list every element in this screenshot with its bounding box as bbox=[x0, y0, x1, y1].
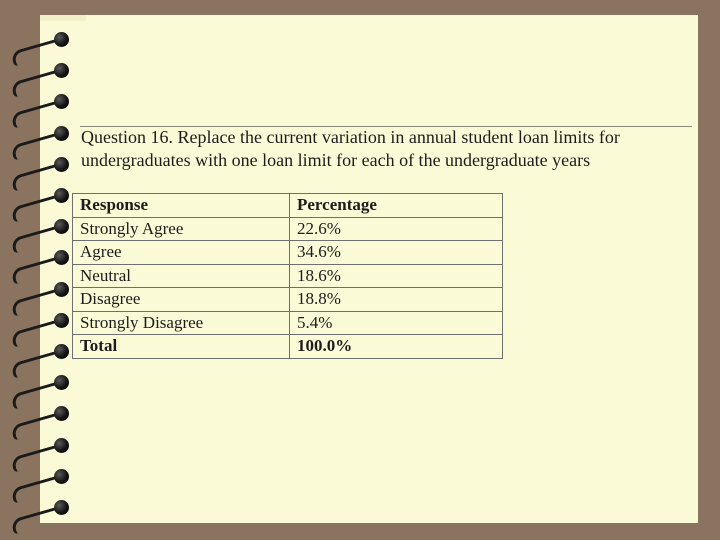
table-row bbox=[73, 288, 503, 312]
spiral-ring-icon bbox=[6, 61, 76, 81]
response-cell: Agree bbox=[73, 241, 290, 265]
response-cell: Neutral bbox=[73, 264, 290, 288]
response-cell: Strongly Agree bbox=[73, 217, 290, 241]
ring-hole bbox=[54, 344, 69, 359]
ring-hole bbox=[54, 250, 69, 265]
table-row bbox=[73, 241, 503, 265]
ring-hole bbox=[54, 32, 69, 47]
ring-hole bbox=[54, 94, 69, 109]
table-total-row bbox=[73, 335, 503, 359]
spiral-ring-icon bbox=[6, 248, 76, 268]
spiral-ring-icon bbox=[6, 155, 76, 175]
table-row bbox=[73, 264, 503, 288]
spiral-binding bbox=[0, 0, 80, 540]
spiral-ring-icon bbox=[6, 92, 76, 112]
question-line-2: undergraduates with one loan limit for each of the undergraduate years bbox=[81, 150, 591, 170]
percentage-cell: 34.6% bbox=[290, 241, 503, 265]
ring-hole bbox=[54, 500, 69, 515]
spiral-ring-icon bbox=[6, 404, 76, 424]
spiral-ring-icon bbox=[6, 498, 76, 518]
ring-hole bbox=[54, 313, 69, 328]
spiral-ring-icon bbox=[6, 124, 76, 144]
percentage-cell: 18.8% bbox=[290, 288, 503, 312]
ring-hole bbox=[54, 126, 69, 141]
ring-hole bbox=[54, 219, 69, 234]
spiral-ring-icon bbox=[6, 217, 76, 237]
response-cell: Disagree bbox=[73, 288, 290, 312]
percentage-cell: 5.4% bbox=[290, 311, 503, 335]
total-percentage-cell: 100.0% bbox=[290, 335, 503, 359]
spiral-ring-icon bbox=[6, 373, 76, 393]
question-text bbox=[81, 126, 681, 172]
responses-table bbox=[72, 193, 503, 359]
percentage-cell: 18.6% bbox=[290, 264, 503, 288]
spiral-ring-icon bbox=[6, 436, 76, 456]
response-cell: Strongly Disagree bbox=[73, 311, 290, 335]
spiral-ring-icon bbox=[6, 280, 76, 300]
spiral-ring-icon bbox=[6, 186, 76, 206]
header-response: Response bbox=[73, 194, 290, 218]
ring-hole bbox=[54, 282, 69, 297]
ring-hole bbox=[54, 438, 69, 453]
ring-hole bbox=[54, 188, 69, 203]
notebook-page bbox=[40, 15, 698, 523]
spiral-ring-icon bbox=[6, 30, 76, 50]
table-row bbox=[73, 311, 503, 335]
total-label-cell: Total bbox=[73, 335, 290, 359]
ring-hole bbox=[54, 63, 69, 78]
table-row bbox=[73, 217, 503, 241]
table-header-row bbox=[73, 194, 503, 218]
ring-hole bbox=[54, 469, 69, 484]
spiral-ring-icon bbox=[6, 467, 76, 487]
ring-hole bbox=[54, 406, 69, 421]
ring-hole bbox=[54, 157, 69, 172]
ring-hole bbox=[54, 375, 69, 390]
percentage-cell: 22.6% bbox=[290, 217, 503, 241]
header-percentage: Percentage bbox=[290, 194, 503, 218]
spiral-ring-icon bbox=[6, 342, 76, 362]
spiral-ring-icon bbox=[6, 311, 76, 331]
question-line-1: Question 16. Replace the current variation in annual student loan limits for bbox=[81, 127, 620, 147]
